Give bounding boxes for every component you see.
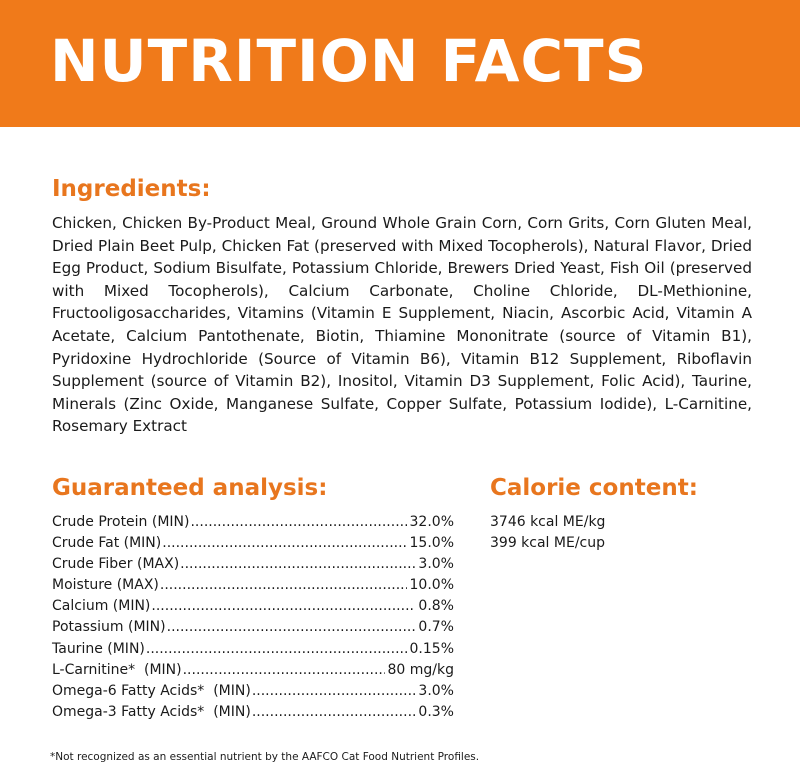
- analysis-row: [52, 681, 454, 702]
- analysis-value: 0.3%: [418, 703, 454, 720]
- analysis-name: Moisture (MAX): [52, 577, 159, 594]
- analysis-value: 0.8%: [418, 598, 454, 615]
- analysis-row: [52, 660, 454, 681]
- analysis-row: [52, 575, 454, 596]
- analysis-row: [52, 702, 454, 723]
- analysis-name: Omega-3 Fatty Acids* (MIN): [52, 703, 251, 720]
- analysis-value: 0.7%: [418, 619, 454, 636]
- analysis-name: Taurine (MIN): [52, 640, 145, 657]
- dot-leader: [180, 554, 415, 575]
- analysis-value: 80 mg/kg: [387, 661, 454, 678]
- analysis-name: Crude Fat (MIN): [52, 535, 162, 552]
- analysis-value: 0.15%: [409, 640, 454, 657]
- analysis-value: 3.0%: [418, 556, 454, 573]
- analysis-name: Crude Fiber (MAX): [52, 556, 180, 573]
- analysis-row: [52, 617, 454, 638]
- analysis-row: [52, 533, 454, 554]
- analysis-value: 3.0%: [418, 682, 454, 699]
- analysis-row: [52, 639, 454, 660]
- guaranteed-analysis-heading: Guaranteed analysis:: [52, 475, 328, 501]
- guaranteed-analysis-list: [52, 512, 454, 723]
- analysis-row: [52, 596, 454, 617]
- analysis-name: Calcium (MIN): [52, 598, 151, 615]
- dot-leader: [151, 596, 415, 617]
- analysis-name: Potassium (MIN): [52, 619, 166, 636]
- calorie-content-heading: Calorie content:: [490, 475, 698, 501]
- dot-leader: [252, 681, 416, 702]
- analysis-name: L-Carnitine* (MIN): [52, 661, 182, 678]
- calorie-content-list: [490, 512, 605, 554]
- analysis-value: 15.0%: [409, 535, 454, 552]
- ingredients-text: Chicken, Chicken By-Product Meal, Ground Whole Grain Corn, Corn Grits, Corn Gluten Meal, Dried Plain Beet Pulp, Chicken Fat (preserved with Mixed Tocopherols), Natural Flavor, Dried Egg Product, Sodium Bisulfate, Potassium Chloride, Brewers Dried Yeast, Fish Oil (preserved with Mixed Tocopherols), Calcium Carbonate, Choline Chloride, DL-Methionine, Fructooligosaccharides, Vitamins (Vitamin E Supplement, Niacin, Ascorbic Acid, Vitamin A Acetate, Calcium Pantothenate, Biotin, Thiamine Mononitrate (source of Vitamin B1), Pyridoxine Hydrochloride (Source of Vitamin B6), Vitamin B12 Supplement, Riboflavin Supplement (source of Vitamin B2), Inositol, Vitamin D3 Supplement, Folic Acid), Taurine, Minerals (Zinc Oxide, Manganese Sulfate, Copper Sulfate, Potassium Iodide), L-Carnitine, Rosemary Extract: [52, 214, 752, 436]
- analysis-name: Omega-6 Fatty Acids* (MIN): [52, 682, 251, 699]
- dot-leader: [167, 617, 416, 638]
- analysis-row: [52, 554, 454, 575]
- title-banner: [0, 0, 800, 127]
- dot-leader: [252, 702, 416, 723]
- dot-leader: [183, 660, 385, 681]
- analysis-value: 10.0%: [409, 577, 454, 594]
- calorie-line: 3746 kcal ME/kg: [490, 514, 606, 530]
- dot-leader: [146, 639, 407, 660]
- dot-leader: [190, 512, 406, 533]
- dot-leader: [160, 575, 407, 596]
- page-title: NUTRITION FACTS: [50, 27, 648, 95]
- analysis-name: Crude Protein (MIN): [52, 514, 190, 530]
- dot-leader: [162, 533, 406, 554]
- footnote: *Not recognized as an essential nutrient by the AAFCO Cat Food Nutrient Profiles.: [50, 751, 480, 763]
- ingredients-heading: Ingredients:: [52, 176, 211, 202]
- calorie-line: 399 kcal ME/cup: [490, 535, 605, 552]
- analysis-value: 32.0%: [409, 514, 454, 530]
- analysis-row: [52, 512, 454, 533]
